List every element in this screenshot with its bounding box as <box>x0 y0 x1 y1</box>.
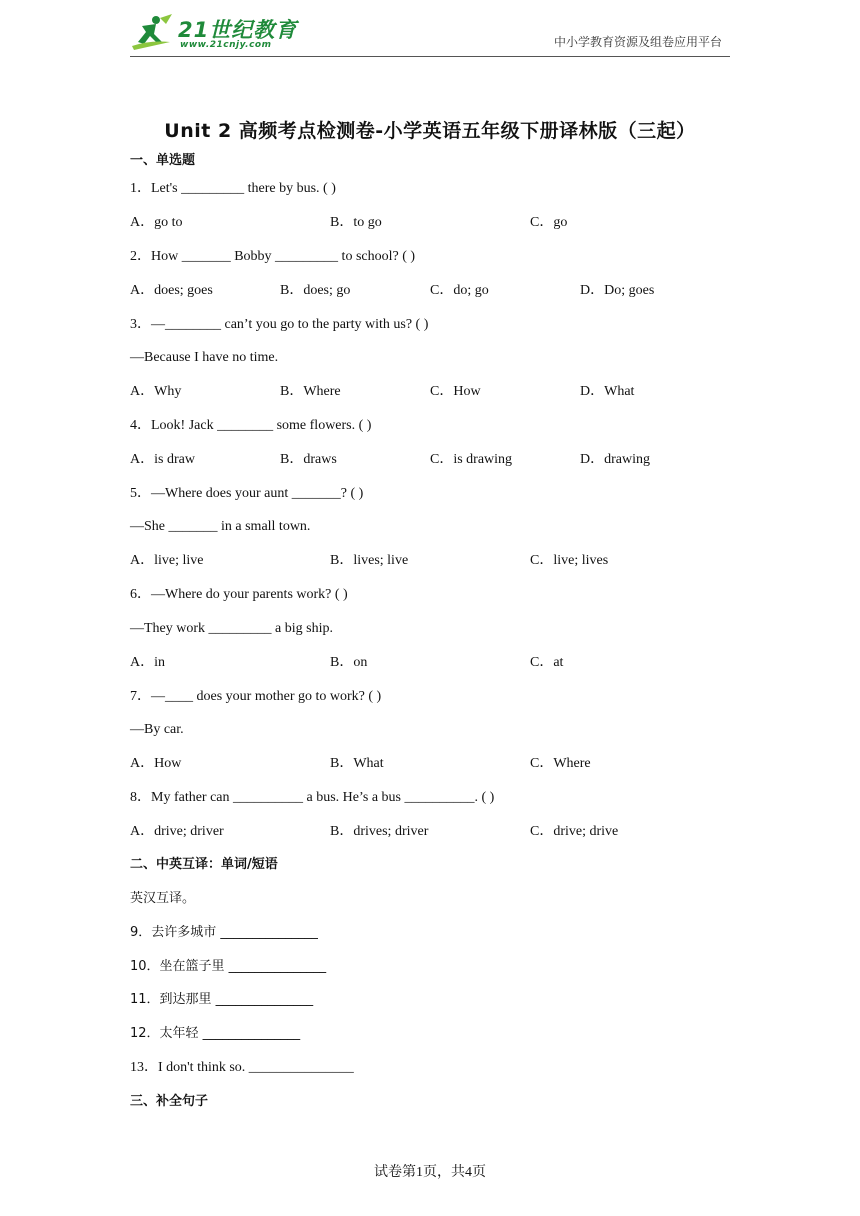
question-options <box>130 282 730 300</box>
translation-item: 13．I don't think so. _______________ <box>130 1060 354 1075</box>
option-c: C．at <box>530 655 564 670</box>
option-c: C．go <box>530 215 568 230</box>
page-title: Unit 2 高频考点检测卷-小学英语五年级下册译林版（三起） <box>164 120 696 142</box>
question-options <box>130 823 730 841</box>
question-stem: 8．My father can __________ a bus. He’s a bus __________. ( ) <box>130 790 495 805</box>
question-stem: 2．How _______ Bobby _________ to school? ( ) <box>130 249 416 264</box>
option-b: B．draws <box>280 452 337 467</box>
option-d: D．drawing <box>580 452 650 467</box>
question-stem: 3．—________ can’t you go to the party with us? ( ) <box>130 317 429 332</box>
option-b: B．lives; live <box>330 553 409 568</box>
question-stem: 1．Let's _________ there by bus. ( ) <box>130 181 336 196</box>
option-a: A．does; goes <box>130 283 213 298</box>
option-c: C．Where <box>530 756 591 771</box>
question-options <box>130 654 730 672</box>
option-d: D．Do; goes <box>580 283 655 298</box>
section-heading: 三、补全句子 <box>130 1094 209 1109</box>
option-a: A．go to <box>130 215 183 230</box>
logo-url: www.21cnjy.com <box>180 40 272 50</box>
question-response: —Because I have no time. <box>130 350 279 365</box>
option-c: C．is drawing <box>430 452 513 467</box>
option-c: C．drive; drive <box>530 824 619 839</box>
translation-item: 10．坐在篮子里 _______________ <box>130 959 327 974</box>
question-stem: 4．Look! Jack ________ some flowers. ( ) <box>130 418 372 433</box>
section-heading: 一、单选题 <box>130 153 196 168</box>
question-stem: 7．—____ does your mother go to work? ( ) <box>130 689 382 704</box>
translation-item: 11．到达那里 _______________ <box>130 992 314 1007</box>
option-b: B．Where <box>280 384 341 399</box>
question-response: —They work _________ a big ship. <box>130 621 333 636</box>
option-a: A．live; live <box>130 553 204 568</box>
runner-icon <box>130 12 176 52</box>
option-c: C．live; lives <box>530 553 609 568</box>
logo <box>130 10 300 54</box>
page-header <box>130 8 730 57</box>
translation-item: 12．太年轻 _______________ <box>130 1026 301 1041</box>
option-a: A．in <box>130 655 165 670</box>
question-stem: 5．—Where does your aunt _______? ( ) <box>130 486 364 501</box>
question-options <box>130 755 730 773</box>
question-options <box>130 552 730 570</box>
option-a: A．is draw <box>130 452 195 467</box>
question-options <box>130 451 730 469</box>
section-heading: 二、中英互译：单词/短语 <box>130 857 278 872</box>
page-footer: 试卷第1页，共4页 <box>374 1165 486 1180</box>
question-options <box>130 383 730 401</box>
option-b: B．does; go <box>280 283 351 298</box>
section-instruction: 英汉互译。 <box>130 891 196 906</box>
option-b: B．What <box>330 756 384 771</box>
question-stem: 6．—Where do your parents work? ( ) <box>130 587 348 602</box>
option-a: A．drive; driver <box>130 824 224 839</box>
option-a: A．Why <box>130 384 182 399</box>
option-b: B．on <box>330 655 368 670</box>
option-c: C．How <box>430 384 481 399</box>
option-b: B．drives; driver <box>330 824 429 839</box>
platform-name: 中小学教育资源及组卷应用平台 <box>553 35 722 49</box>
question-options <box>130 214 730 232</box>
question-response: —By car. <box>130 722 184 737</box>
question-response: —She _______ in a small town. <box>130 519 311 534</box>
logo-text: 21世纪教育 <box>178 18 298 42</box>
translation-item: 9．去许多城市 _______________ <box>130 925 318 940</box>
option-b: B．to go <box>330 215 382 230</box>
option-a: A．How <box>130 756 182 771</box>
option-c: C．do; go <box>430 283 489 298</box>
option-d: D．What <box>580 384 635 399</box>
